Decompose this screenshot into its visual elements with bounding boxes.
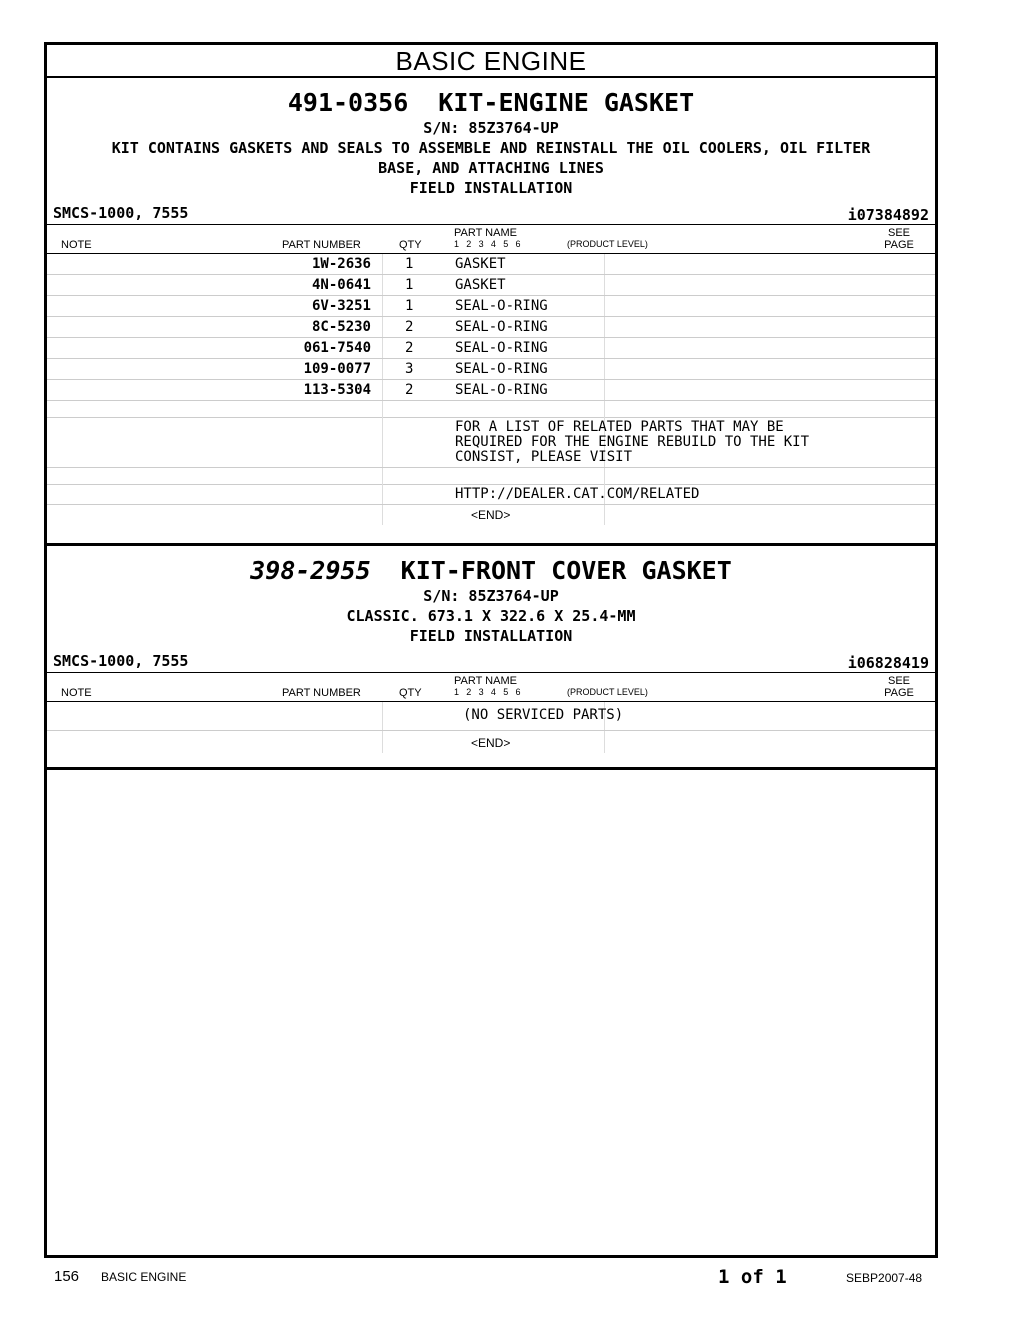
end-marker: <END>: [471, 736, 511, 750]
column-header: [47, 224, 935, 254]
table-row: [47, 275, 935, 296]
qty: 2: [405, 319, 414, 335]
serial-line: S/N: 85Z3764-UP: [423, 119, 559, 137]
col-levels: 1 2 3 4 5 6: [454, 687, 523, 697]
part-name: SEAL-O-RING: [455, 298, 548, 314]
col-part-number: PART NUMBER: [282, 239, 361, 251]
smcs-row: [47, 650, 935, 672]
page-header-title: BASIC ENGINE: [47, 45, 935, 78]
kit-part-number: 398-2955: [250, 556, 371, 585]
parts-list: [47, 702, 935, 753]
part-name: SEAL-O-RING: [455, 340, 548, 356]
table-row: [47, 359, 935, 380]
qty: 1: [405, 277, 414, 293]
col-note: NOTE: [61, 687, 92, 699]
serial-line: S/N: 85Z3764-UP: [423, 587, 559, 605]
doc-id: SEBP2007-48: [846, 1271, 923, 1285]
installation-line: FIELD INSTALLATION: [409, 627, 573, 645]
col-page: PAGE: [884, 239, 914, 251]
parts-list: [47, 254, 935, 525]
description-line: BASE, AND ATTACHING LINES: [378, 159, 604, 177]
table-row: [47, 338, 935, 359]
col-product-level: (PRODUCT LEVEL): [567, 239, 648, 249]
illustration-id: i06828419: [847, 654, 929, 672]
col-qty: QTY: [399, 239, 422, 251]
page-of: 1 of 1: [718, 1266, 787, 1288]
column-header: [47, 672, 935, 702]
page-number: 156: [54, 1268, 80, 1285]
part-name: SEAL-O-RING: [455, 382, 548, 398]
end-marker: <END>: [471, 508, 511, 522]
col-part-number: PART NUMBER: [282, 687, 361, 699]
kit-section-engine-gasket: [47, 88, 935, 546]
part-name: SEAL-O-RING: [455, 319, 548, 335]
part-number: 6V-3251: [311, 298, 371, 314]
kit-title: [47, 88, 935, 118]
related-parts-note: [47, 418, 935, 468]
description-line: CLASSIC. 673.1 X 322.6 X 25.4-MM: [346, 607, 636, 625]
part-name: SEAL-O-RING: [455, 361, 548, 377]
col-qty: QTY: [399, 687, 422, 699]
table-row: [47, 380, 935, 401]
table-row: [47, 317, 935, 338]
col-part-name: PART NAME: [454, 675, 517, 687]
document-frame: [44, 42, 938, 1258]
qty: 1: [405, 256, 414, 272]
page-footer: [0, 1266, 1020, 1290]
footer-section: BASIC ENGINE: [101, 1270, 187, 1284]
note-line: REQUIRED FOR THE ENGINE REBUILD TO THE KIT: [455, 434, 810, 450]
no-serviced-parts: (NO SERVICED PARTS): [463, 707, 624, 723]
part-name: GASKET: [455, 277, 506, 293]
kit-name: KIT-FRONT COVER GASKET: [400, 556, 732, 585]
part-number: 113-5304: [303, 382, 371, 398]
col-page: PAGE: [884, 687, 914, 699]
part-name: GASKET: [455, 256, 506, 272]
col-note: NOTE: [61, 239, 92, 251]
kit-section-front-cover-gasket: [47, 556, 935, 770]
description-line: KIT CONTAINS GASKETS AND SEALS TO ASSEMBLE AND REINSTALL THE OIL COOLERS, OIL FILTER: [111, 139, 871, 157]
smcs-code: SMCS-1000, 7555: [53, 652, 189, 670]
installation-line: FIELD INSTALLATION: [409, 179, 573, 197]
qty: 2: [405, 382, 414, 398]
illustration-id: i07384892: [847, 206, 929, 224]
col-see: SEE: [887, 675, 910, 687]
part-number: 1W-2636: [311, 256, 371, 272]
table-row: [47, 296, 935, 317]
kit-title: [47, 556, 935, 586]
note-line: FOR A LIST OF RELATED PARTS THAT MAY BE: [455, 419, 784, 435]
col-levels: 1 2 3 4 5 6: [454, 239, 523, 249]
part-number: 109-0077: [303, 361, 371, 377]
kit-name: KIT-ENGINE GASKET: [438, 88, 695, 117]
smcs-row: [47, 202, 935, 224]
part-number: 8C-5230: [311, 319, 371, 335]
note-line: CONSIST, PLEASE VISIT: [455, 449, 633, 465]
kit-part-number: 491-0356: [287, 88, 409, 117]
part-number: 4N-0641: [311, 277, 371, 293]
table-row: [47, 254, 935, 275]
col-see: SEE: [887, 227, 910, 239]
qty: 1: [405, 298, 414, 314]
col-part-name: PART NAME: [454, 227, 517, 239]
qty: 2: [405, 340, 414, 356]
table-row: [47, 702, 935, 731]
smcs-code: SMCS-1000, 7555: [53, 204, 189, 222]
related-url: HTTP://DEALER.CAT.COM/RELATED: [47, 485, 935, 505]
qty: 3: [405, 361, 414, 377]
part-number: 061-7540: [303, 340, 371, 356]
col-product-level: (PRODUCT LEVEL): [567, 687, 648, 697]
